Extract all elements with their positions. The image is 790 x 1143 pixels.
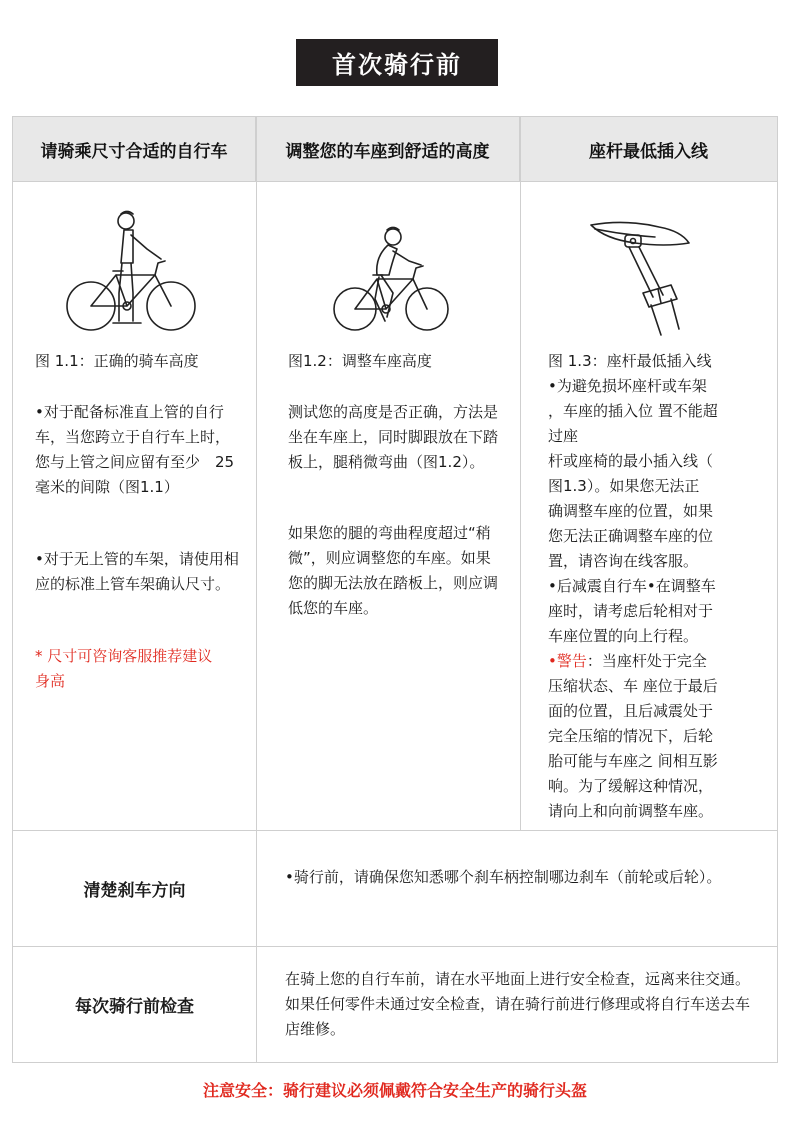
paragraph-top-tube-gap: •对于配备标准直上管的自行车，当您跨立于自行车上时，您与上管之间应留有至少 25毫米的间隙（图1.1）	[35, 403, 235, 496]
paragraph-height-test: 测试您的高度是否正确，方法是坐在车座上，同时脚跟放在下踏板上，腿稍微弯曲（图1.2）。	[288, 403, 499, 471]
column-divider-2	[520, 117, 521, 830]
warning-bullet: •	[548, 652, 557, 670]
pre-ride-check-label: 每次骑行前检查	[13, 947, 257, 1062]
seatpost-line-7: 您无法正确调整车座的位	[548, 527, 714, 545]
page-title: 首次骑行前	[296, 39, 498, 86]
seatpost-line-10: 座时，请考虑后轮相对于	[548, 602, 714, 620]
seatpost-line-6: 确调整车座的位置，如果	[548, 502, 714, 520]
safety-footer: 注意安全：骑行建议必须佩戴符合安全生产的骑行头盔	[202, 1081, 587, 1100]
seatpost-line-4: 杆或座椅的最小插入线（	[548, 452, 714, 470]
seatpost-line-3: 过座	[548, 427, 579, 445]
seatpost-minimum-insertion-icon	[585, 213, 695, 343]
rider-seated-on-bike-icon	[331, 221, 451, 341]
pre-ride-check-text: 在骑上您的自行车前，请在水平地面上进行安全检查，远离来往交通。如果任何零件未通过安全检查，请在骑行前进行修理或将自行车送去车店维修。	[285, 970, 751, 1038]
seatpost-line-9: •后减震自行车•在调整车	[548, 577, 716, 595]
header-divider	[13, 181, 777, 182]
brake-direction-row	[12, 831, 778, 947]
paragraph-adjust-seat: 如果您的腿的弯曲程度超过“稍微”，则应调整您的车座。如果您的脚无法放在踏板上，则应调低您的车座。	[288, 524, 499, 617]
warning-line-5: 胎可能与车座之 间相互影	[548, 752, 718, 770]
warning-line-6: 响。为了缓解这种情况，	[548, 777, 714, 795]
caption-1-1: 图 1.1：正确的骑车高度	[35, 352, 199, 370]
seatpost-line-8: 置，请咨询在线客服。	[548, 552, 699, 570]
caption-1-3: 图 1.3：座杆最低插入线	[548, 352, 712, 370]
seatpost-line-5: 图1.3）。如果您无法正	[548, 477, 700, 495]
header-seatpost-line: 座杆最低插入线	[520, 117, 777, 181]
seatpost-line-2: ，车座的插入位 置不能超	[548, 402, 718, 420]
brake-direction-text: •骑行前，请确保您知悉哪个刹车柄控制哪边刹车（前轮或后轮）。	[285, 868, 722, 886]
warning-line-7: 请向上和向前调整车座。	[548, 802, 714, 820]
brake-direction-label: 清楚刹车方向	[13, 831, 257, 946]
pre-ride-check-row	[12, 947, 778, 1063]
fitting-table	[12, 116, 778, 831]
warning-first-text: ：当座杆处于完全	[586, 652, 707, 670]
column-divider-1	[256, 117, 257, 830]
header-seat-height: 调整您的车座到舒适的高度	[256, 117, 520, 181]
warning-label: 警告	[556, 652, 587, 670]
warning-line-2: 压缩状态、车 座位于最后	[548, 677, 718, 695]
seatpost-line-11: 车座位置的向上行程。	[548, 627, 699, 645]
header-bike-size: 请骑乘尺寸合适的自行车	[13, 117, 256, 181]
paragraph-no-top-tube: •对于无上管的车架，请使用相应的标准上管车架确认尺寸。	[35, 550, 239, 593]
warning-line-first	[548, 649, 707, 674]
caption-1-2: 图1.2：调整车座高度	[288, 352, 432, 370]
size-consult-note: * 尺寸可咨询客服推荐建议身高	[35, 647, 213, 690]
seatpost-line-1: •为避免损坏座杆或车架	[548, 377, 707, 395]
warning-line-4: 完全压缩的情况下，后轮	[548, 727, 714, 745]
warning-line-3: 面的位置，且后减震处于	[548, 702, 714, 720]
rider-standing-over-bike-icon	[61, 205, 201, 345]
